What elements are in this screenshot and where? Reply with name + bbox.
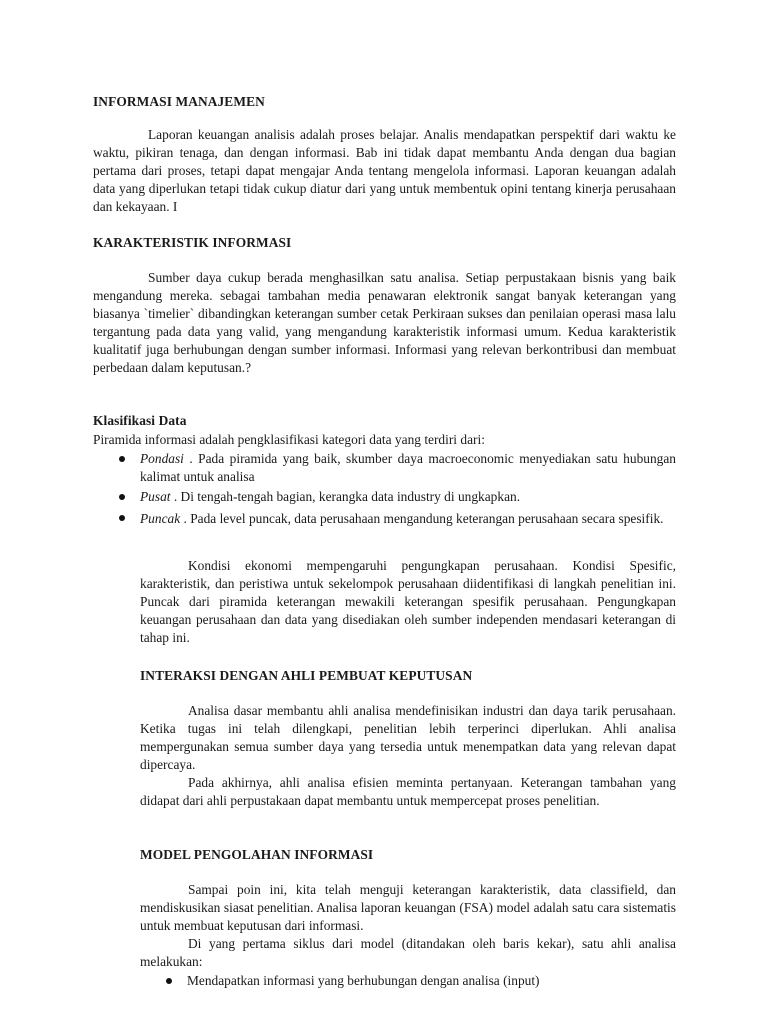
list-item — [116, 509, 676, 529]
paragraph-siklus-model: Di yang pertama siklus dari model (ditandakan oleh baris kekar), satu ahli analisa melakukan: — [140, 936, 676, 969]
list-item: Mendapatkan informasi yang berhubungan dengan analisa (input) — [163, 972, 676, 990]
list-item — [116, 488, 676, 506]
bullet-list-siklus — [163, 972, 676, 990]
bullet-text: . Pada level puncak, data perusahaan mengandung keterangan perusahaan secara spesifik. — [180, 511, 664, 526]
heading-klasifikasi-data: Klasifikasi Data — [93, 413, 187, 428]
heading-model-pengolahan: MODEL PENGOLAHAN INFORMASI — [140, 847, 374, 862]
bullet-text: . Pada piramida yang baik, skumber daya macroeconomic menyediakan satu hubungan kalimat untuk analisa — [140, 451, 676, 484]
heading-karakteristik-informasi: KARAKTERISTIK INFORMASI — [93, 235, 292, 250]
paragraph-piramida-intro: Piramida informasi adalah pengklasifikasi kategori data yang terdiri dari: — [93, 432, 485, 447]
bullet-term: Puncak — [140, 511, 181, 526]
bullet-list-piramida — [116, 450, 676, 529]
paragraph-laporan-keuangan: Laporan keuangan analisis adalah proses belajar. Analis mendapatkan perspektif dari waktu ke waktu, pikiran tenaga, dan dengan informasi. Bab ini tidak dapat membantu Anda dengan dua bagian pertama dari proses, tetapi dapat mengajar Anda tentang mengelola informasi. Laporan keuangan adalah data yang diperlukan tetapi tidak cukup diatur dari yang untuk membentuk opini tentang kinerja perusahaan dan kekayaan. I — [93, 127, 676, 214]
heading-interaksi: INTERAKSI DENGAN AHLI PEMBUAT KEPUTUSAN — [140, 668, 473, 683]
paragraph-sampai-poin: Sampai poin ini, kita telah menguji keterangan karakteristik, data classifield, dan mendiskusikan siasat penelitian. Analisa laporan keuangan (FSA) model adalah satu cara sistematis untuk membuat keputusan dari informasi. — [140, 882, 676, 933]
heading-informasi-manajemen: INFORMASI MANAJEMEN — [93, 94, 265, 109]
paragraph-sumber-daya: Sumber daya cukup berada menghasilkan satu analisa. Setiap perpustakaan bisnis yang baik mengandung mereka. sebagai tambahan media penawaran elektronik sangat banyak keterangan yang biasanya `timelier` dibandingkan keterangan sumber cetak Perkiraan sukses dan penilaian operasi masa lalu tergantung pada data yang valid, yang mengandung karakteristik informasi umum. Kedua karakteristik kualitatif juga berhubungan dengan sumber informasi. Informasi yang relevan berkontribusi dan membuat perbedaan dalam keputusan.? — [93, 270, 676, 375]
bullet-text: . Di tengah-tengah bagian, kerangka data industry di ungkapkan. — [170, 489, 521, 504]
paragraph-kondisi-ekonomi: Kondisi ekonomi mempengaruhi pengungkapan perusahaan. Kondisi Spesific, karakteristik, dan peristiwa untuk sekelompok perusahaan diidentifikasi di langkah penelitian ini. Puncak dari piramida keterangan mewakili keterangan spesifik perusahaan. Pengungkapan keuangan perusahaan dan data yang disediakan oleh sumber independen mendasari keterangan di tahap ini. — [140, 558, 676, 645]
bullet-term: Pondasi — [140, 451, 184, 466]
bullet-term: Pusat — [140, 489, 171, 504]
list-item — [116, 450, 676, 486]
paragraph-pada-akhirnya: Pada akhirnya, ahli analisa efisien meminta pertanyaan. Keterangan tambahan yang didapat dari ahli perpustakaan dapat membantu untuk mempercepat proses penelitian. — [140, 775, 676, 808]
paragraph-analisa-dasar: Analisa dasar membantu ahli analisa mendefinisikan industri dan daya tarik perusahaan. Ketika tugas ini telah dilengkapi, penelitian lebih terperinci diperlukan. Ahli analisa mempergunakan semua sumber daya yang tersedia untuk menempatkan data yang relevan dapat dipercaya. — [140, 703, 676, 772]
